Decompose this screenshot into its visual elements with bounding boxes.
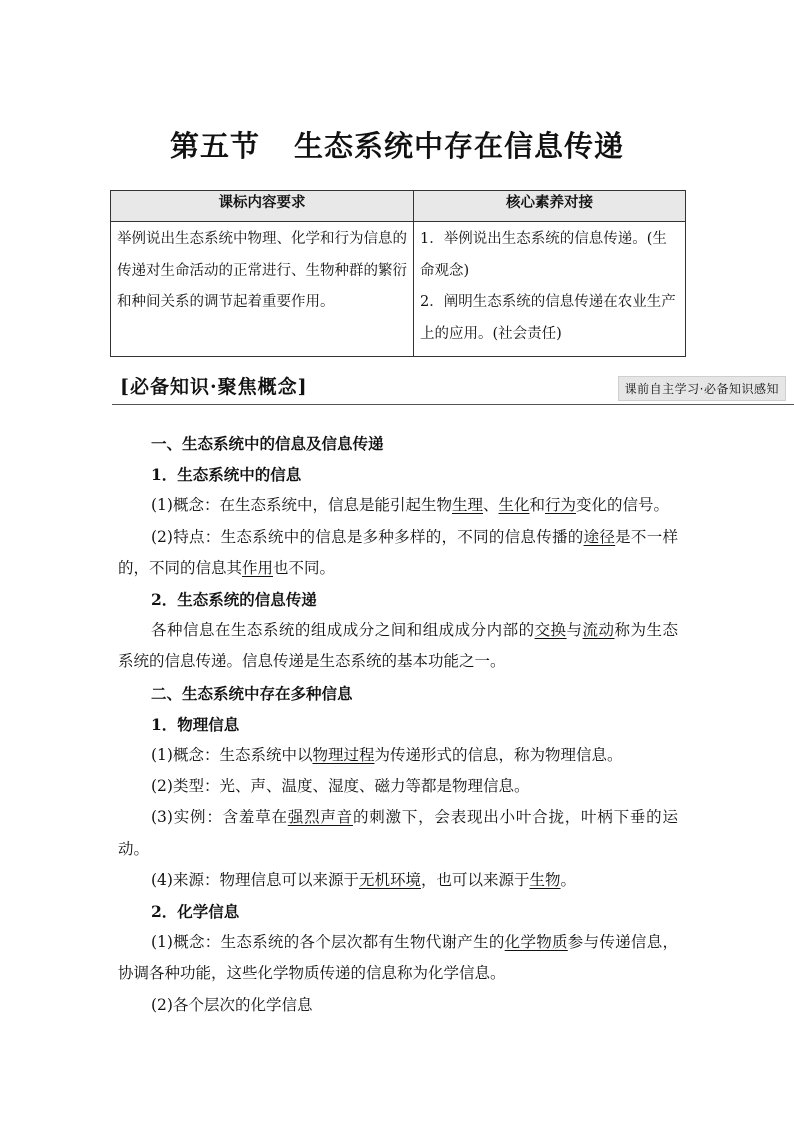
- underlined-term: 强烈声音: [287, 808, 353, 827]
- paragraph-trait: (2)特点：生态系统中的信息是多种多样的，不同的信息传播的途径是不一样的，不同的信息其作用也不同。: [118, 527, 678, 577]
- competency-item: 2．阐明生态系统的信息传递在农业生产上的应用。(社会责任): [420, 294, 676, 342]
- underlined-term: 物理过程: [312, 746, 375, 765]
- underlined-term: 生理: [451, 496, 483, 515]
- paragraph-concept: (1)概念：在生态系统中，信息是能引起生物生理、生化和行为变化的信号。: [151, 496, 670, 515]
- table-header-row: [111, 191, 686, 222]
- underlined-term: 无机环境: [358, 870, 421, 889]
- paragraph-physical-example: (3)实例：含羞草在强烈声音的刺激下，会表现出小叶合拢，叶柄下垂的运动。: [118, 808, 678, 858]
- section-label: [必备知识·聚焦概念]: [120, 376, 308, 398]
- subheading-chemical: 2．化学信息: [151, 902, 240, 922]
- underlined-term: 化学物质: [504, 933, 568, 952]
- competency-item: 1．举例说出生态系统的信息传递。(生命观念): [420, 231, 667, 279]
- section-tag: 课前自主学习·必备知识感知: [618, 376, 786, 401]
- subheading-transfer: 2．生态系统的信息传递: [151, 590, 317, 610]
- core-competencies-cell: [414, 222, 686, 357]
- header-core-competencies: 核心素养对接: [414, 191, 686, 222]
- underlined-term: 生物: [529, 870, 561, 889]
- subheading-info: 1．生态系统中的信息: [151, 465, 302, 485]
- section-number: 第五节: [169, 129, 260, 163]
- paragraph-transfer: 各种信息在生态系统的组成成分之间和组成成分内部的交换与流动称为生态系统的信息传递。信息传递是生态系统的基本功能之一。: [118, 621, 678, 671]
- content-body: [118, 428, 678, 1021]
- requirements-table: [110, 190, 686, 357]
- underlined-term: 作用: [242, 558, 274, 577]
- heading-1: 一、生态系统中的信息及信息传递: [151, 434, 384, 453]
- heading-2: 二、生态系统中存在多种信息: [151, 683, 353, 703]
- subheading-physical: 1．物理信息: [151, 714, 240, 734]
- curriculum-requirements-cell: 举例说出生态系统中物理、化学和行为信息的传递对生命活动的正常进行、生物种群的繁衍和种间关系的调节起着重要作用。: [111, 222, 414, 357]
- paragraph-chemical-concept: (1)概念：生态系统的各个层次都有生物代谢产生的化学物质参与传递信息，协调各种功能，这些化学物质传递的信息称为化学信息。: [118, 933, 678, 983]
- section-title: 生态系统中存在信息传递: [294, 129, 625, 163]
- underlined-term: 流动: [582, 621, 615, 640]
- underlined-term: 途径: [583, 527, 616, 546]
- table-row: [111, 222, 686, 357]
- underlined-term: 生化: [498, 496, 530, 515]
- paragraph-physical-source: (4)来源：物理信息可以来源于无机环境，也可以来源于生物。: [151, 870, 577, 889]
- header-curriculum-requirements: 课标内容要求: [111, 191, 414, 222]
- page-title: [0, 124, 794, 165]
- underlined-term: 交换: [534, 621, 567, 640]
- paragraph-physical-type: (2)类型：光、声、温度、湿度、磁力等都是物理信息。: [151, 777, 530, 796]
- paragraph-physical-concept: (1)概念：生态系统中以物理过程为传递形式的信息，称为物理信息。: [151, 746, 623, 765]
- section-header-bar: [112, 372, 794, 405]
- underlined-term: 行为: [545, 496, 577, 515]
- paragraph-chemical-levels: (2)各个层次的化学信息: [151, 995, 313, 1014]
